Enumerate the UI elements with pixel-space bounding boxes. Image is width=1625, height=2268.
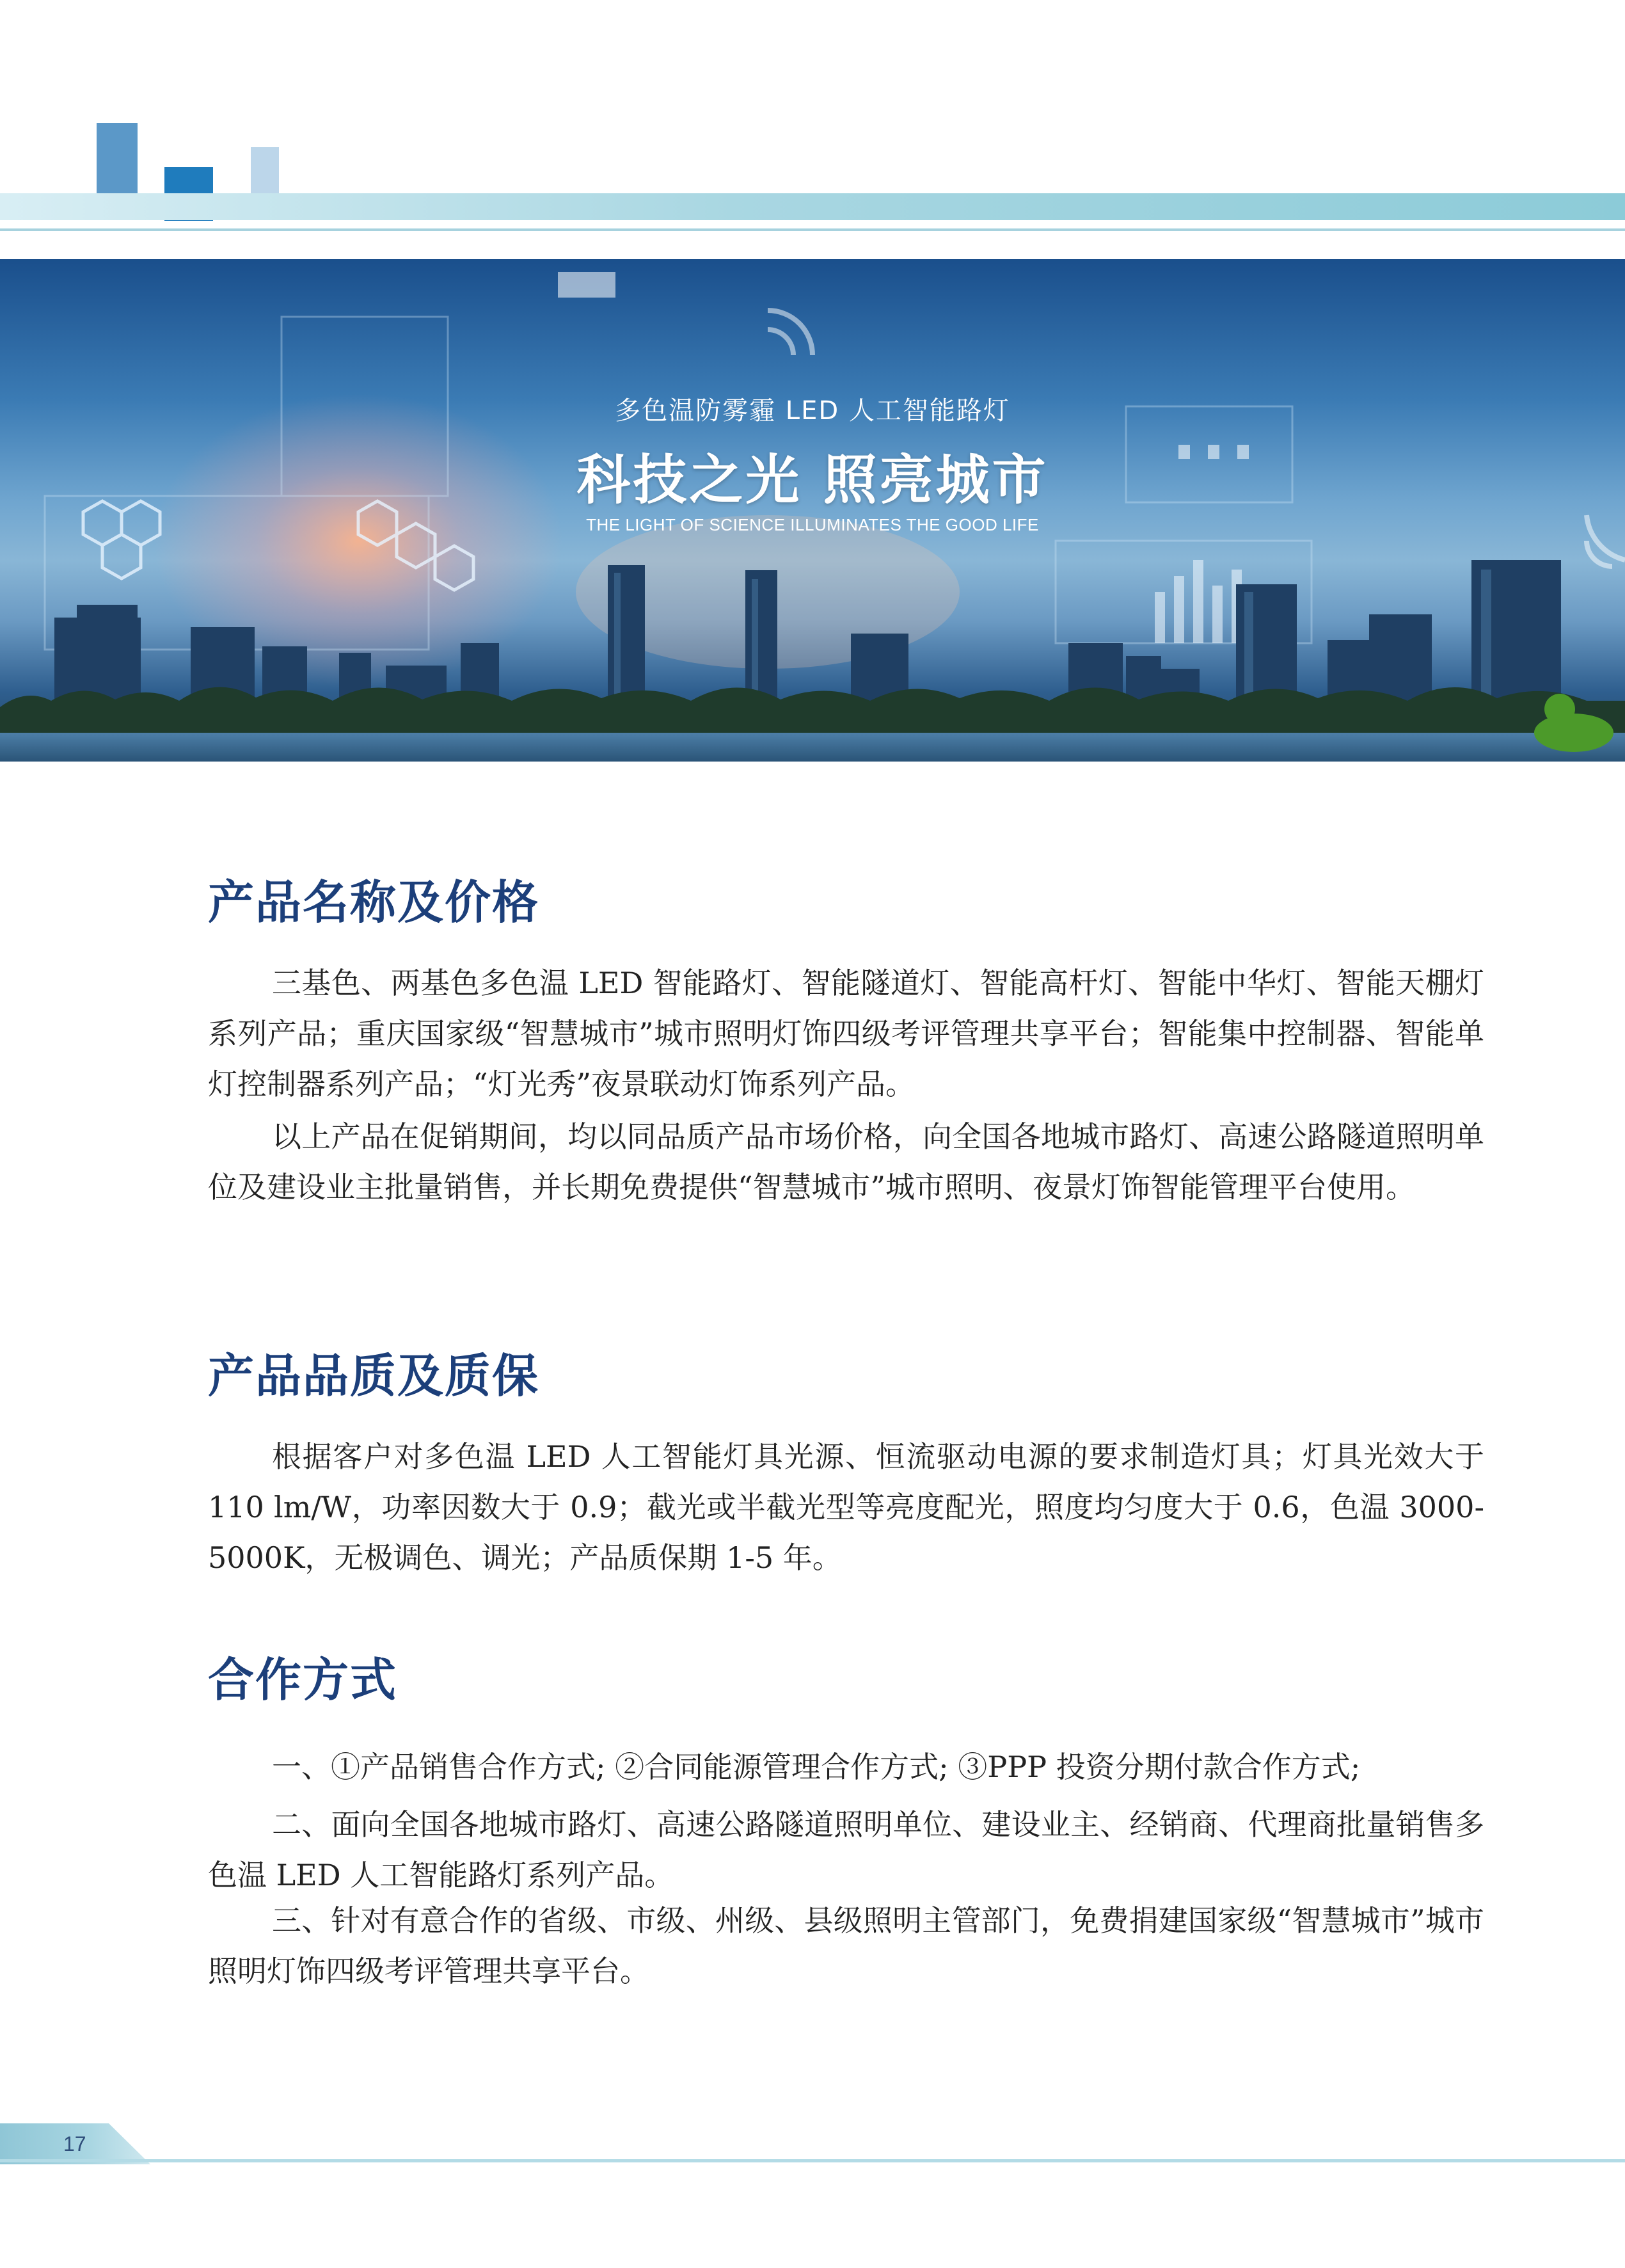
banner-english-slogan: THE LIGHT OF SCIENCE ILLUMINATES THE GOOD LIFE xyxy=(586,515,1039,534)
section-heading-product-price: 产品名称及价格 xyxy=(208,875,540,929)
decor-square-1 xyxy=(97,123,138,193)
section-heading-cooperation: 合作方式 xyxy=(208,1653,398,1707)
paragraph: 三、针对有意合作的省级、市级、州级、县级照明主管部门，免费捐建国家级“智慧城市”城市照明灯饰四级考评管理共享平台。 xyxy=(208,1903,1484,1988)
banner-image xyxy=(0,259,1625,762)
banner-subtitle: 多色温防雾霾 LED 人工智能路灯 xyxy=(615,396,1010,426)
header-line xyxy=(0,228,1625,231)
paragraph: 三基色、两基色多色温 LED 智能路灯、智能隧道灯、智能高杆灯、智能中华灯、智能天棚灯系列产品；重庆国家级“智慧城市”城市照明灯饰四级考评管理共享平台；智能集中控制器、智能单灯控制器系列产品；“灯光秀”夜景联动灯饰系列产品。 xyxy=(208,966,1484,1101)
section-heading-quality-warranty: 产品品质及质保 xyxy=(208,1349,540,1403)
paragraph: 二、面向全国各地城市路灯、高速公路隧道照明单位、建设业主、经销商、代理商批量销售多色温 LED 人工智能路灯系列产品。 xyxy=(208,1807,1484,1892)
header-bar xyxy=(0,193,1625,220)
paragraph: 以上产品在促销期间，均以同品质产品市场价格，向全国各地城市路灯、高速公路隧道照明单位及建设业主批量销售，并长期免费提供“智慧城市”城市照明、夜景灯饰智能管理平台使用。 xyxy=(208,1119,1484,1204)
paragraph: 一、①产品销售合作方式; ②合同能源管理合作方式; ③PPP 投资分期付款合作方式; xyxy=(272,1750,1361,1784)
banner-title: 科技之光 照亮城市 xyxy=(576,449,1049,511)
page-number: 17 xyxy=(63,2132,86,2155)
paragraph: 根据客户对多色温 LED 人工智能灯具光源、恒流驱动电源的要求制造灯具；灯具光效大于 110 lm/W，功率因数大于 0.9；截光或半截光型等亮度配光，照度均匀度大于 0.6，色温 3000-5000K，无极调色、调光；产品质保期 1-5 年。 xyxy=(208,1439,1484,1575)
footer-line xyxy=(0,2159,1625,2162)
decor-square-3 xyxy=(251,147,279,193)
